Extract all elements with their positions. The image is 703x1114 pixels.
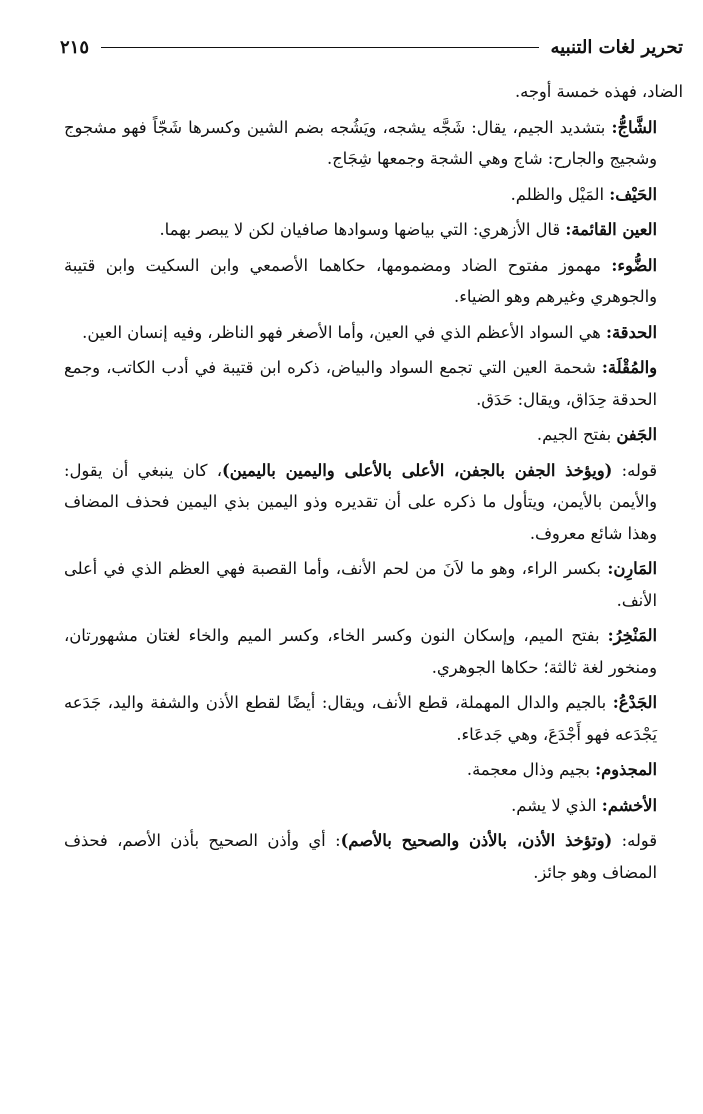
- entry-lead: قوله:: [612, 460, 658, 480]
- entry-term: الجَفن: [616, 425, 657, 444]
- entry-quote: (ويؤخذ الجفن بالجفن، الأعلى بالأعلى واليمين باليمين): [222, 460, 613, 480]
- entry-text: بفتح الجيم.: [536, 425, 617, 444]
- entry-quote-jafn: [64, 455, 683, 550]
- entry-akhsham: [64, 790, 683, 822]
- entry-ain-qaima: [64, 214, 683, 246]
- entry-daw: [64, 250, 683, 313]
- entry-text: بكسر الراء، وهو ما لاَنَ من لحم الأنف، وأما القصبة فهي العظم الذي في أعلى الأنف.: [64, 559, 657, 610]
- entry-text: هي السواد الأعظم الذي في العين، وأما الأصغر فهو الناظر، وفيه إنسان العين.: [82, 322, 606, 342]
- entry-term: الشَّاجُّ:: [611, 117, 657, 137]
- entry-text: مهموز مفتوح الضاد ومضمومها، حكاهما الأصمعي وابن السكيت وابن قتيبة والجوهري وغيرهم وهو الضياء.: [64, 255, 657, 306]
- entry-shajj: [64, 112, 683, 175]
- page-body: [64, 76, 683, 892]
- entry-term: الحدقة:: [605, 322, 657, 342]
- entry-marin: [64, 553, 683, 616]
- entry-term: العين القائمة:: [565, 220, 657, 239]
- entry-term: المَارِن:: [607, 559, 657, 578]
- entry-text: المَيْل والظلم.: [510, 184, 610, 204]
- entry-majdhum: [64, 754, 683, 786]
- entry-term: المَنْخِرُ:: [607, 626, 657, 645]
- entry-text: شحمة العين التي تجمع السواد والبياض، ذكره ابن قتيبة في أدب الكاتب، وجمع الحدقة حِدَاق، ويقال: حَدَق.: [64, 358, 657, 409]
- running-header: [60, 32, 683, 62]
- entry-term: والمُقْلَة:: [601, 358, 657, 377]
- entry-quote: (وتؤخذ الأذن، بالأذن والصحيح بالأصم): [340, 831, 613, 850]
- entry-term: الحَيْف:: [609, 184, 657, 204]
- entry-jafn: [64, 419, 683, 451]
- entry-text: بفتح الميم، وإسكان النون وكسر الخاء، وكسر الميم والخاء لغتان مشهورتان، ومنخور لغة ثالثة؛ حكاها الجوهري.: [64, 626, 657, 677]
- entry-term: الأخشم:: [601, 795, 657, 815]
- entry-text: الذي لا يشم.: [511, 795, 602, 815]
- page-number: ٢١٥: [60, 36, 90, 58]
- running-title: تحرير لغات التنبيه: [550, 36, 683, 58]
- header-rule: [101, 47, 538, 48]
- entry-muqla: [64, 352, 683, 415]
- entry-text: بجيم وذال معجمة.: [466, 760, 596, 779]
- entry-text: بالجيم والدال المهملة، قطع الأنف، ويقال: أيضًا لقطع الأذن والشفة واليد، جَدَعه يَجْدَعه فهو أَجْدَعَ، وهي جَدعَاء.: [64, 693, 657, 744]
- entry-text: بتشديد الجيم، يقال: شَجَّه يشجه، ويَشُجه بضم الشين وكسرها شَجّاً فهو مشجوج وشجيج والجارح: شاج وهي الشجة وجمعها شِجَاج.: [64, 117, 657, 168]
- entry-mankhir: [64, 620, 683, 683]
- entry-hadaqa: [64, 317, 683, 349]
- entry-hayf: [64, 179, 683, 211]
- entry-text: : أي وأذن الصحيح بأذن الأصم، فحذف المضاف وهو جائز.: [64, 831, 657, 882]
- paragraph-continuation: الضاد، فهذه خمسة أوجه.: [514, 82, 683, 101]
- entry-term: المجذوم:: [595, 760, 657, 779]
- entry-quote-udhun: [64, 825, 683, 888]
- entry-term: الضُّوء:: [611, 255, 657, 275]
- entry-term: الجَدْعُ:: [612, 693, 657, 712]
- entry-text: ، كان ينبغي أن يقول: والأيمن بالأيمن، ويتأول ما ذكره على أن تقديره وذو اليمين بذي اليمين فحذف المضاف وهذا شائع معروف.: [64, 460, 657, 543]
- entry-text: قال الأزهري: التي بياضها وسوادها صافيان لكن لا يبصر بهما.: [159, 220, 566, 239]
- entry-lead: قوله:: [612, 831, 658, 850]
- entry-jad: [64, 687, 683, 750]
